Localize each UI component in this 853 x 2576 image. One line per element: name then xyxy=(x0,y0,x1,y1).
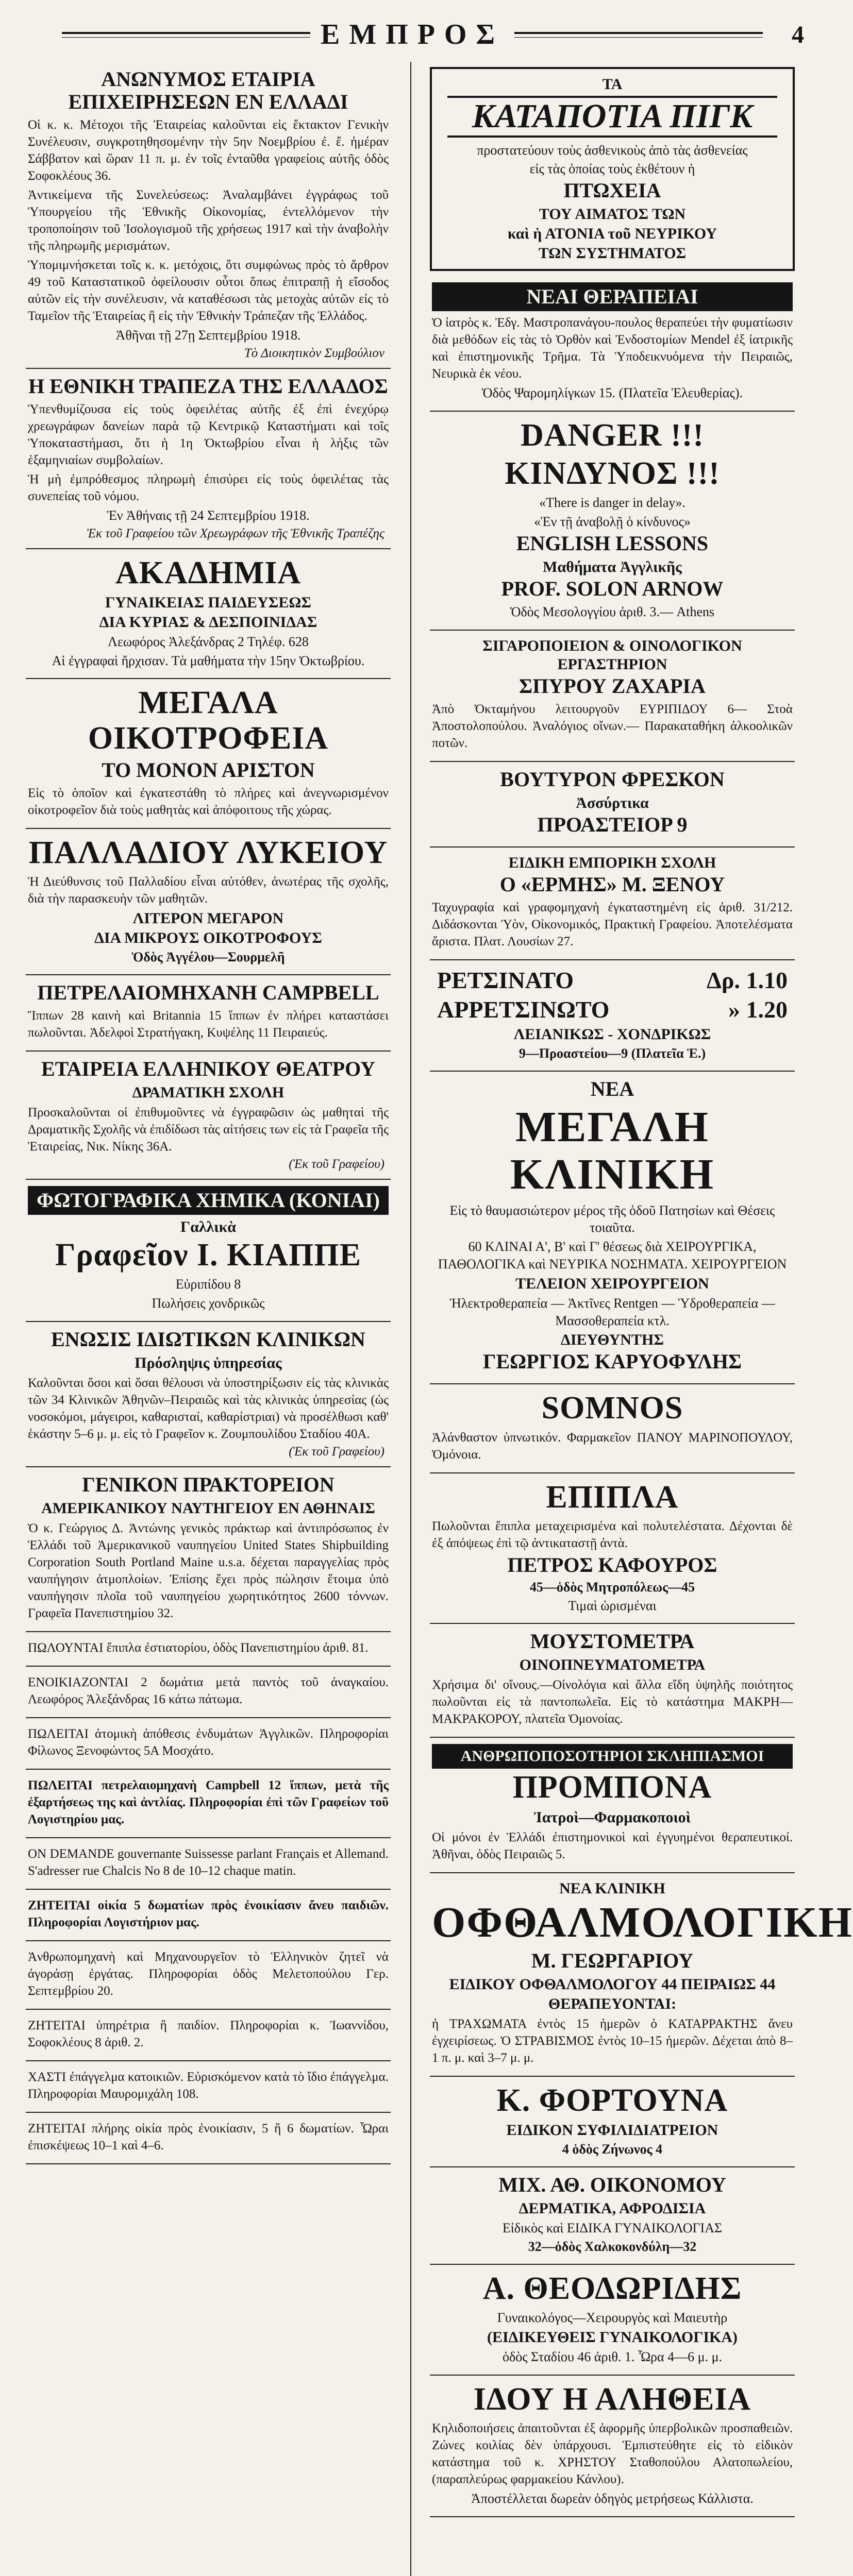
ad-heading: Α. ΘΕΟΔΩΡΙΔΗΣ xyxy=(482,2271,742,2307)
ad-body: Ἵππων 28 καινὴ καὶ Britannia 15 ἵππων ἐν πλήρει καταστάσει πωλοῦνται. Ἀδελφοὶ Στρατήγακη, Κυψέλης 11 Πειραιεύς. xyxy=(28,1008,389,1040)
ad-address: Λεωφόρος Ἀλεξάνδρας 2 Τηλέφ. 628 xyxy=(108,634,309,649)
ad-address: Ὁδὸς Μεσολογγίου ἀριθ. 3.— Athens xyxy=(510,604,715,619)
ad-heading: ΜΕΓΑΛΑ ΟΙΚΟΤΡΟΦΕΙΑ xyxy=(88,685,329,756)
ad-heading: ΦΩΤΟΓΡΑΦΙΚΑ ΧΗΜΙΚΑ (ΚΟΝΙΑΙ) xyxy=(28,1186,389,1215)
ad-shipyard-agency xyxy=(26,1467,391,1632)
ad-subheading: ΛΕΙΑΝΙΚΩΣ - ΧΟΝΔΡΙΚΩΣ xyxy=(513,1025,711,1043)
classified-ad xyxy=(26,1941,391,2010)
ad-address: 4 ὁδὸς Ζήνωνος 4 xyxy=(562,2142,663,2157)
ad-heading: SOMNOS xyxy=(541,1391,683,1426)
classified-ad xyxy=(26,1770,391,1838)
ad-palladion-lyceum xyxy=(26,829,391,975)
ad-line: ΤΑ xyxy=(602,76,623,93)
ad-quote: «There is danger in delay». xyxy=(539,495,685,511)
price-value: Δρ. 1.10 xyxy=(707,967,788,993)
ad-body: εἰς τὰς ὁποίας τοὺς ἐκθέτουν ἡ xyxy=(529,161,695,177)
ad-body: ΖΗΤΕΙΤΑΙ ὑπηρέτρια ἢ παιδίον. Πληροφορίαι κ. Ἰωαννίδου, Σοφοκλέους 8 ἀριθ. 2. xyxy=(28,2018,389,2049)
column-divider xyxy=(410,62,411,2576)
ad-heading: ΑΝΘΡΩΠΟΠΟΣΟΤΗΡΙΟΙ ΣΚΛΗΠΙΑΣΜΟΙ xyxy=(432,1744,793,1769)
ad-name: Γραφεῖον Ι. ΚΙΑΠΠΕ xyxy=(55,1237,361,1273)
ad-body: Προσκαλοῦνται οἱ ἐπιθυμοῦντες νὰ ἐγγραφῶσιν ὡς μαθηταὶ τῆς Δραματικῆς Σχολῆς νὰ ἐπιδίδωσι τὰς αἰτήσεις των εἰς τὰ Γραφεῖα τῆς Ἑταιρείας, Νικ. Νίκης 36Α. xyxy=(28,1105,389,1154)
classified-ad xyxy=(26,1632,391,1667)
ad-highlight: ΤΟΥ ΑΙΜΑΤΟΣ ΤΩΝ xyxy=(539,206,686,223)
ad-body: 60 ΚΛΙΝΑΙ Α', Β' καὶ Γ' θέσεως διὰ ΧΕΙΡΟΥΡΓΙΚΑ, ΠΑΘΟΛΟΓΙΚΑ καὶ ΝΕΥΡΙΚΑ ΝΟΣΗΜΑΤΑ. ΧΕΙΡΟΥΡΓΕΙΟΝ xyxy=(438,1239,787,1272)
ad-english-lessons xyxy=(430,412,795,631)
ad-body: Ὑπομιμνήσκεται τοῖς κ. κ. μετόχοις, ὅτι συμφώνως πρὸς τὸ ἄρθρον 49 τοῦ Καταστατικοῦ ὀφείλουσιν οὗτοι ὅπως ἐπιτραπῇ ἡ εἴσοδος αὐτῶν εἰς τὴν συνέλευσιν, νὰ καταθέσωσι τὰς μετοχὰς αὐτῶν εἰς τὸ Ταμεῖον τῆς Ἑταιρείας ἢ εἰς τὴν Ἐθνικὴν Τράπεζαν τῆς Ἑλλάδος. xyxy=(28,258,389,323)
ad-signature: (Ἐκ τοῦ Γραφείου) xyxy=(289,1157,384,1171)
ad-heading: ΜΙΧ. ΑΘ. ΟΙΚΟΝΟΜΟΥ xyxy=(498,2173,726,2197)
ad-subheading: Γυναικολόγος—Χειρουργὸς καὶ Μαιευτὴρ xyxy=(497,2310,728,2326)
ad-body: προστατεύουν τοὺς ἀσθενικοὺς ἀπὸ τὰς ἀσθενείας xyxy=(477,142,748,158)
ad-note: Εἰδικὸς καὶ ΕΙΔΙΚΑ ΓΥΝΑΙΚΟΛΟΓΙΑΣ xyxy=(502,2221,723,2236)
masthead xyxy=(21,12,804,57)
ad-subheading: ΑΜΕΡΙΚΑΝΙΚΟΥ ΝΑΥΤΗΓΕΙΟΥ ΕΝ ΑΘΗΝΑΙΣ xyxy=(41,1499,375,1517)
ad-signature: (Ἐκ τοῦ Γραφείου) xyxy=(289,1444,384,1459)
ad-subheading: ΕΙΔΙΚΟΝ ΣΥΦΙΛΙΔΙΑΤΡΕΙΟΝ xyxy=(506,2122,718,2139)
ad-body: Ἡ Διεύθυνσις τοῦ Παλλαδίου εἶναι αὐτόθεν, ἀνωτέρας τῆς σχολῆς, διὰ τὴν παρασκευὴν τῶν μαθητῶν. xyxy=(28,874,389,906)
ad-body: ΖΗΤΕΙΤΑΙ πλήρης οἰκία πρὸς ἐνοικίασιν, 5 ἢ 6 δωματίων. Ὧραι ἐπισκέψεως 10–1 καὶ 4–6. xyxy=(28,2121,389,2153)
ad-heading: ΒΟΥΤΥΡΟΝ ΦΡΕΣΚΟΝ xyxy=(500,767,725,791)
ad-subheading: Γαλλικὰ xyxy=(180,1218,236,1235)
ad-body: Κηλιδοποιήσεις ἀπαιτοῦνται ἐξ ἀφορμῆς ὑπερβολικῶν προσπαθειῶν. Ζώνες κοιλίας δὲν ὑπάρχουσι. Ἐμπιστεύθητε εἰς τὸ εἰδικὸν κατάστημα τοῦ κ. ΧΡΗΣΤΟΥ Σταθοπούλου Αλατοπωλείου, (παραπλεύρως φαρμακείου Κάνλου). xyxy=(432,2421,793,2487)
ad-heading: Ο «ΕΡΜΗΣ» Μ. ΞΕΝΟΥ xyxy=(499,872,725,896)
ad-subheading: ΔΡΑΜΑΤΙΚΗ ΣΧΟΛΗ xyxy=(132,1083,285,1101)
ad-truth xyxy=(430,2376,795,2517)
ad-subheading: ΟΙΝΟΠΝΕΥΜΑΤΟΜΕΤΡΑ xyxy=(519,1656,706,1674)
price-row xyxy=(432,965,793,995)
ad-boarding-houses xyxy=(26,679,391,828)
ad-body: Χρήσιμα δι' οἴνους.—Οἰνολόγια καὶ ἄλλα εἴδη ὑψηλῆς ποιότητος πωλοῦνται εἰς τὰ παντοπωλεῖα. Εἰς τὸ κατάστημα ΜΑΚΡΗ—ΜΑΚΡΑΚΟΡΟΥ, πλατεῖα Ὁμονοίας. xyxy=(432,1678,793,1726)
ad-body: Ἀνθρωπομηχανὴ καὶ Μηχανουργεῖον τὸ Ἑλληνικὸν ζητεῖ νὰ ἀγοράσῃ ἐργάτας. Πληροφορίαι ὁδὸς Μελετοπούλου Γερ. Σεπτεμβρίου 20. xyxy=(28,1950,389,1998)
ad-body: ΠΩΛΕΙΤΑΙ ἀτομικὴ ἀπόθεσις ἐνδυμάτων Ἀγγλικῶν. Πληροφορίαι Φίλωνος Ξενοφώντος 5Α Μοσχάτο. xyxy=(28,1726,389,1758)
ad-body: ΠΩΛΟΥΝΤΑΙ ἔπιπλα ἐστιατορίου, ὁδὸς Πανεπιστημίου ἀριθ. 81. xyxy=(28,1640,369,1655)
ad-address: 45—ὁδὸς Μητροπόλεως—45 xyxy=(529,1579,695,1595)
ad-pink-pills xyxy=(430,67,795,271)
ad-body: Ὁ κ. Γεώργιος Δ. Ἀντώνης γενικὸς πράκτωρ καὶ ἀντιπρόσωπος ἐν Ἑλλάδι τοῦ Ἀμερικανικοῦ ναυπηγείου United States Shipbuilding Corporation South Portland Maine u.s.a. δέχεται παραγγελίας πρὸς ναυπήγησιν ἀτμοπλοίων. Ἐπίσης ἔχει πρὸς πώλησιν ἕτοιμα ὑπὸ ναυπήγησιν πλοῖα τοῦ ναυπηγείου χωρητικότητος 2600 τόννων. Γραφεῖα Πανεπιστημίου 32. xyxy=(28,1521,389,1620)
ad-name: Μ. ΓΕΩΡΓΑΡΙΟΥ xyxy=(531,1949,694,1973)
price-item: ΑΡΡΕΤΣΙΝΩΤΟ xyxy=(437,996,610,1023)
ad-body: Ταχυγραφία καὶ γραφομηχανὴ ἐγκαταστημένη εἰς ἀριθ. 31/212. Διδάσκονται Ὑὸν, Οἰκονομικός, Πρακτικὴ Γραφείου. Ἀποτελέσματα ἄριστα. Πλατ. Λουσίων 27. xyxy=(432,900,793,948)
ad-subheading: Μαθήματα Ἀγγλικῆς xyxy=(543,558,682,575)
price-row xyxy=(432,995,793,1024)
ad-body: ΖΗΤΕΙΤΑΙ οἰκία 5 δωματίων πρὸς ἐνοικίασιν ἄνευ παιδιῶν. Πληροφορίαι Λογιστήριον μας. xyxy=(28,1898,389,1929)
ad-heading: ΑΚΑΔΗΜΙΑ xyxy=(115,555,302,590)
ad-note: (ΕΙΔΙΚΕΥΘΕΙΣ ΓΥΝΑΙΚΟΛΟΓΙΚΑ) xyxy=(487,2329,738,2346)
ad-subheading: ΘΕΡΑΠΕΥΟΝΤΑΙ: xyxy=(548,1995,677,2013)
ad-body: Αἱ ἐγγραφαὶ ἤρχισαν. Τὰ μαθήματα τὴν 15ην Ὀκτωβρίου. xyxy=(52,653,365,668)
ad-cigar-wine-workshop xyxy=(430,631,795,762)
ad-highlight: καὶ ἡ ΑΤΟΝΙΑ τοῦ ΝΕΥΡΙΚΟΥ xyxy=(507,225,717,243)
ad-hermes-school xyxy=(430,848,795,960)
ad-subheading: Ἰατροὶ—Φαρμακοποιοὶ xyxy=(534,1808,691,1826)
ad-address: ὁδὸς Σταδίου 46 ἀριθ. 1. Ὧρα 4—6 μ. μ. xyxy=(502,2349,723,2365)
ad-body: ΧΑΣΤΙ ἐπάγγελμα κατοικιῶν. Εὐρισκόμενον κατὰ τὸ ἴδιο ἐπάγγελμα. Πληροφορίαι Μαυρομιχάλη 108. xyxy=(28,2070,389,2101)
ad-subheading: ΔΙΑ ΚΥΡΙΑΣ & ΔΕΣΠΟΙΝΙΔΑΣ xyxy=(99,613,317,631)
ad-date: Ἐν Ἀθήναις τῇ 24 Σεπτεμβρίου 1918. xyxy=(107,507,310,523)
ad-photo-chemicals xyxy=(26,1180,391,1322)
ad-body: Ὁ ἰατρὸς κ. Ἐδγ. Μαστροπανάγου-πουλος θεραπεύει τὴν φυματίωσιν διὰ μεθόδων εἰς τὰς τὸ Ὀρθὸν καὶ Ἐνδοστομίων Mendel ἐξ ἰατρικῆς καὶ ἐπιστημονικῆς Τρῆμα. Τὰ Ὑποδεικνυόμενα τὴν Πειραιῶς, Νευρικὰ ἐκ νέου. xyxy=(432,316,793,381)
classified-ad xyxy=(26,1718,391,1770)
ad-heading: ΟΦΘΑΛΜΟΛΟΓΙΚΗ xyxy=(432,1898,853,1946)
ad-heading: ΕΠΙΠΛΑ xyxy=(546,1479,679,1515)
ad-subheading: ΛΙΤΕΡΟΝ ΜΕΓΑΡΟΝ xyxy=(132,909,284,927)
ad-body: Ἀλάνθαστον ὑπνωτικόν. Φαρμακεῖον ΠΑΝΟΥ ΜΑΡΙΝΟΠΟΥΛΟΥ, Ὁμόνοια. xyxy=(432,1430,793,1462)
ad-quote: «Ἐν τῇ ἀναβολῇ ὁ κίνδυνος» xyxy=(534,514,691,530)
ad-heading: Κ. ΦΟΡΤΟΥΝΑ xyxy=(496,2083,728,2119)
ad-body: Ἀντικείμενα τῆς Συνελεύσεως: Ἀναλαμβάνει ἐγγράφως τοῦ Ὑπουργείου τῆς Ἐθνικῆς Οἰκονομίας, ἐντελλόμενον τὴν τροποποίησιν τοῦ Ἰσολογισμοῦ τῆς χρήσεως 1917 καὶ τὴν ἀναβολὴν τῆς πληρωμῆς μερισμάτων. xyxy=(28,188,389,253)
ad-address: Ὁδὸς Ἀγγέλου—Σουρμελῆ xyxy=(131,949,285,964)
ad-heading: DANGER !!! xyxy=(520,417,705,453)
ad-body: Εἰς τὸ θαυμασιώτερον μέρος τῆς ὁδοῦ Πατησίων καὶ Θέσεις τοιαῦτα. xyxy=(449,1202,775,1235)
ad-must-meters xyxy=(430,1624,795,1738)
ad-body: Ἠλεκτροθεραπεία — Ἀκτῖνες Rentgen — Ὑδροθεραπεία — Μασσοθεραπεία κτλ. xyxy=(449,1295,775,1328)
ad-heading: ΠΑΛΛΑΔΙΟΥ ΛΥΚΕΙΟΥ xyxy=(28,835,388,870)
ad-name: PROF. SOLON ARNOW xyxy=(501,577,724,600)
ad-body: Οἱ κ. κ. Μέτοχοι τῆς Ἑταιρείας καλοῦνται εἰς ἔκτακτον Γενικὴν Συνέλευσιν, συγκροτηθησομένην τὴν 5ην Νοεμβρίου ἐ. ἔ. ἡμέραν Σάββατον καὶ ὥραν 11 π. μ. ἐν τοῖς ἐνταῦθα γραφείοις αὐτῆς ὁδὸς Σοφοκλέους 36. xyxy=(28,118,389,183)
ad-note: Πωλήσεις χονδρικῶς xyxy=(152,1295,265,1311)
ad-heading: ΝΕΑΙ ΘΕΡΑΠΕΙΑΙ xyxy=(432,282,793,311)
ad-somnos xyxy=(430,1384,795,1473)
ad-eye-clinic xyxy=(430,1873,853,2077)
ad-subheading: Ἀσσύρτικα xyxy=(576,794,649,811)
ad-heading: ΤΟ ΜΟΝΟΝ ΑΡΙΣΤΟΝ xyxy=(102,758,315,782)
ad-name: ΠΕΤΡΟΣ ΚΑΦΟΥΡΟΣ xyxy=(507,1553,717,1577)
ad-furniture xyxy=(430,1473,795,1624)
ad-highlight: ΤΩΝ ΣΥΣΤΗΜΑΤΟΣ xyxy=(538,245,687,262)
ad-line: ΝΕΑ ΚΛΙΝΙΚΗ xyxy=(559,1879,665,1897)
left-column xyxy=(23,62,394,2576)
ad-fortouna xyxy=(430,2077,795,2167)
ad-heading: ΕΝΩΣΙΣ ΙΔΙΩΤΙΚΩΝ ΚΛΙΝΙΚΩΝ xyxy=(51,1327,365,1351)
ad-subheading: ΤΕΛΕΙΟΝ ΧΕΙΡΟΥΡΓΕΙΟΝ xyxy=(515,1275,709,1292)
ad-body: ΕΝΟΙΚΙΑΖΟΝΤΑΙ 2 δωμάτια μετὰ παντὸς τοῦ ἀναγκαίου. Λεωφόρος Ἀλεξάνδρας 16 κάτω πάτωμα. xyxy=(28,1675,389,1706)
ad-body: ἡ ΤΡΑΧΩΜΑΤΑ ἐντὸς 15 ἡμερῶν ὁ ΚΑΤΑΡΡΑΚΤΗΣ ἄνευ ἐγχειρίσεως. Ὁ ΣΤΡΑΒΙΣΜΟΣ ἐντὸς 10–15 ἡμερῶν. Δέχεται ἀπὸ 8–1 π. μ. καὶ 3–7 μ. μ. xyxy=(432,2017,793,2065)
ad-signature: Τὸ Διοικητικὸν Συμβούλιον xyxy=(244,346,384,360)
ad-heading: ΙΔΟΥ Η ΑΛΗΘΕΙΑ xyxy=(473,2381,751,2417)
ad-address: 32—ὁδὸς Χαλκοκονδύλη—32 xyxy=(528,2239,697,2255)
classified-ad xyxy=(26,2010,391,2061)
ad-body: Πωλοῦνται ἔπιπλα μεταχειρισμένα καὶ πολυτελέστατα. Δέχονται δὲ ἐξ ἀπόψεως ἐπὶ τῷ ἀντικαταστῇ ἀντὰ. xyxy=(432,1519,793,1550)
classified-ad xyxy=(26,1667,391,1718)
ad-subheading: ΔΕΡΜΑΤΙΚΑ, ΑΦΡΟΔΙΣΙΑ xyxy=(519,2200,706,2217)
price-value: » 1.20 xyxy=(728,996,788,1023)
ad-note: Ἀποστέλλεται δωρεὰν ὁδηγὸς μετρήσεως Κάλλιστα. xyxy=(471,2491,754,2506)
ad-retsina-prices xyxy=(430,960,795,1072)
ad-heading: ΜΟΥΣΤΟΜΕΤΡΑ xyxy=(530,1630,695,1653)
ad-heading: Η ΕΘΝΙΚΗ ΤΡΑΠΕΖΑ ΤΗΣ ΕΛΛΑΔΟΣ xyxy=(28,374,388,398)
ad-heading: ΜΕΓΑΛΗ ΚΛΙΝΙΚΗ xyxy=(510,1103,715,1199)
ad-body: Εἰς τὸ ὁποῖον καὶ ἐγκατεστάθη τὸ πλήρες καὶ ἀνεγνωρισμένον οἰκοτροφεῖον διὰ τοὺς μαθητὰς καὶ ἀπόφοιτους τῆς χώρας. xyxy=(28,786,389,817)
ad-body: Οἱ μόνοι ἐν Ἑλλάδι ἐπιστημονικοὶ καὶ ἐγγυημένοι θεραπευτικοί. Ἀθῆναι, ὁδὸς Πειραιῶς 5. xyxy=(432,1830,793,1861)
ad-body: Ἡ μὴ ἐμπρόθεσμος πληρωμὴ ἐπισύρει εἰς τοὺς ὀφειλέτας τὰς συνεπείας τοῦ νόμου. xyxy=(28,472,389,503)
ad-heading: ΣΙΓΑΡΟΠΟΙΕΙΟΝ & ΟΙΝΟΛΟΓΙΚΟΝ ΕΡΓΑΣΤΗΡΙΟΝ xyxy=(482,637,742,673)
ad-heading: ΕΤΑΙΡΕΙΑ ΕΛΛΗΝΙΚΟΥ ΘΕΑΤΡΟΥ xyxy=(41,1057,376,1080)
ad-body: ON DEMANDE gouvernante Suissesse parlant Français et Allemand. S'adresser rue Chalcis No 8 de 10–12 chaque matin. xyxy=(28,1846,389,1878)
page-number: 4 xyxy=(792,21,804,48)
ad-heading: ΚΙΝΔΥΝΟΣ !!! xyxy=(505,456,720,492)
ad-heading: ΓΕΝΙΚΟΝ ΠΡΑΚΤΟΡΕΙΟΝ xyxy=(82,1472,334,1496)
ad-heading: ΑΝΩΝΥΜΟΣ ΕΤΑΙΡΙΑ ΕΠΙΧΕΙΡΗΣΕΩΝ ΕΝ ΕΛΛΑΔΙ xyxy=(68,67,348,113)
ad-date: Ἀθῆναι τῇ 27ῃ Σεπτεμβρίου 1918. xyxy=(115,328,301,343)
ad-fresh-butter xyxy=(430,762,795,848)
ad-line: ΝΕΑ xyxy=(590,1077,634,1100)
ad-new-big-clinic xyxy=(430,1072,795,1385)
right-column xyxy=(427,62,853,2576)
ad-subheading: ΕΙΔΙΚΗ ΕΜΠΟΡΙΚΗ ΣΧΟΛΗ xyxy=(508,854,716,871)
ad-address: 9—Προαστείου—9 (Πλατεῖα Ἑ.) xyxy=(519,1045,706,1061)
ad-name: ΣΠΥΡΟΥ ΖΑΧΑΡΙΑ xyxy=(519,674,706,698)
classified-ad xyxy=(26,1890,391,1941)
ad-oikonomou xyxy=(430,2167,795,2265)
masthead-title: ΕΜΠΡΟΣ xyxy=(320,19,505,50)
ad-anonymous-company xyxy=(26,62,391,369)
ad-greek-theatre xyxy=(26,1052,391,1180)
classified-ad xyxy=(26,1838,391,1890)
ad-subheading: Πρόσληψις ὑπηρεσίας xyxy=(135,1354,282,1371)
ad-subheading: ΕΙΔΙΚΟΥ ΟΦΘΑΛΜΟΛΟΓΟΥ 44 ΠΕΙΡΑΙΩΣ 44 xyxy=(449,1976,776,1993)
classified-ad xyxy=(26,2113,391,2164)
price-item: ΡΕΤΣΙΝΑΤΟ xyxy=(437,967,574,993)
ad-highlight: ΠΤΩΧΕΙΑ xyxy=(563,179,661,202)
ad-address: Εὐριπίδου 8 xyxy=(175,1277,241,1292)
ad-private-clinics xyxy=(26,1322,391,1467)
ad-title: ΚΑΤΑΠΟΤΙΑ ΠΙΓΚ xyxy=(447,96,777,138)
ad-note: Τιμαὶ ὡρισμέναι xyxy=(568,1598,657,1613)
ad-body: Καλοῦνται ὅσοι καὶ ὅσαι θέλουσι νὰ ὑποστηρίξωσιν εἰς τὰς κλινικὰς τῶν 34 Κλινικῶν Ἀθηνῶν–Πειραιῶς καὶ τὰς κλινικὰς ὑπηρεσίας (ὡς νοσοκόμοι, μάγειροι, καθαρισταί, καθαρίστριαι) νὰ προσέλθωσι καθ' ἑκάστην 5–6 μ. μ. εἰς τὸ Γραφεῖον κ. Ζουμπουλίδου Σταδίου 40Α. xyxy=(28,1376,389,1441)
ad-body: Ἀπὸ Ὀκταμήνου λειτουργοῦν ΕΥΡΙΠΙΔΟΥ 6— Στοὰ Ἀποστολοπούλου. Ἀναλόγιος οἴνων.— Παρακαταθήκη ἀλκοολικῶν ποτῶν. xyxy=(432,702,793,750)
ad-title: ΠΡΟΑΣΤΕΙΟΡ 9 xyxy=(537,812,688,836)
masthead-rule-left xyxy=(62,32,310,38)
ad-national-bank xyxy=(26,369,391,549)
ad-body: ΠΩΛΕΙΤΑΙ πετρελαιομηχανὴ Campbell 12 ἵππων, μετὰ τῆς ἐξαρτήσεως της καὶ ἀντλίας. Πληροφορίαι ἐπὶ τῶν Γραφείων τοῦ Λογιστηρίου μας. xyxy=(28,1778,389,1826)
ad-body: Ὑπενθυμίζουσα εἰς τοὺς ὀφειλέτας αὐτῆς ἐξ ἐπὶ ἐνεχύρῳ χρεωγράφων δανείων παρὰ τῷ Κεντρικῷ Καταστήματι καὶ τοῖς Ὑποκαταστήμασι, ὅτι ἡ 1η Ὀκτωβρίου εἶναι ἡ λήξις τῶν ἑξαμηνιαίων συμβολαίων. xyxy=(28,402,389,467)
masthead-rule-right xyxy=(514,32,763,38)
ad-prompona xyxy=(430,1738,795,1873)
ad-subheading: ΔΙΑ ΜΙΚΡΟΥΣ ΟΙΚΟΤΡΟΦΟΥΣ xyxy=(94,929,322,946)
ad-heading: ΠΡΟΜΠΟΝΑ xyxy=(512,1770,712,1805)
ad-subheading: ΔΙΕΥΘΥΝΤΗΣ xyxy=(561,1331,664,1349)
classified-ad xyxy=(26,2061,391,2113)
ad-subheading: ΓΥΝΑΙΚΕΙΑΣ ΠΑΙΔΕΥΣΕΩΣ xyxy=(105,594,311,611)
ad-name: ΓΕΩΡΓΙΟΣ ΚΑΡΥΟΦΥΛΗΣ xyxy=(483,1350,742,1374)
ad-academy xyxy=(26,549,391,680)
ad-new-therapies xyxy=(430,276,795,412)
ad-subheading: ENGLISH LESSONS xyxy=(516,531,709,555)
ad-signature: Ἐκ τοῦ Γραφείου τῶν Χρεωγράφων τῆς Ἐθνικῆς Τραπέζης xyxy=(87,526,384,540)
ad-theodoridis xyxy=(430,2265,795,2376)
ad-heading: ΠΕΤΡΕΛΑΙΟΜΗΧΑΝΗ CAMPBELL xyxy=(37,980,379,1004)
ad-campbell-engine xyxy=(26,975,391,1052)
ad-address: Ὁδὸς Ψαρομηλίγκων 15. (Πλατεῖα Ἐλευθερίας). xyxy=(481,385,743,401)
